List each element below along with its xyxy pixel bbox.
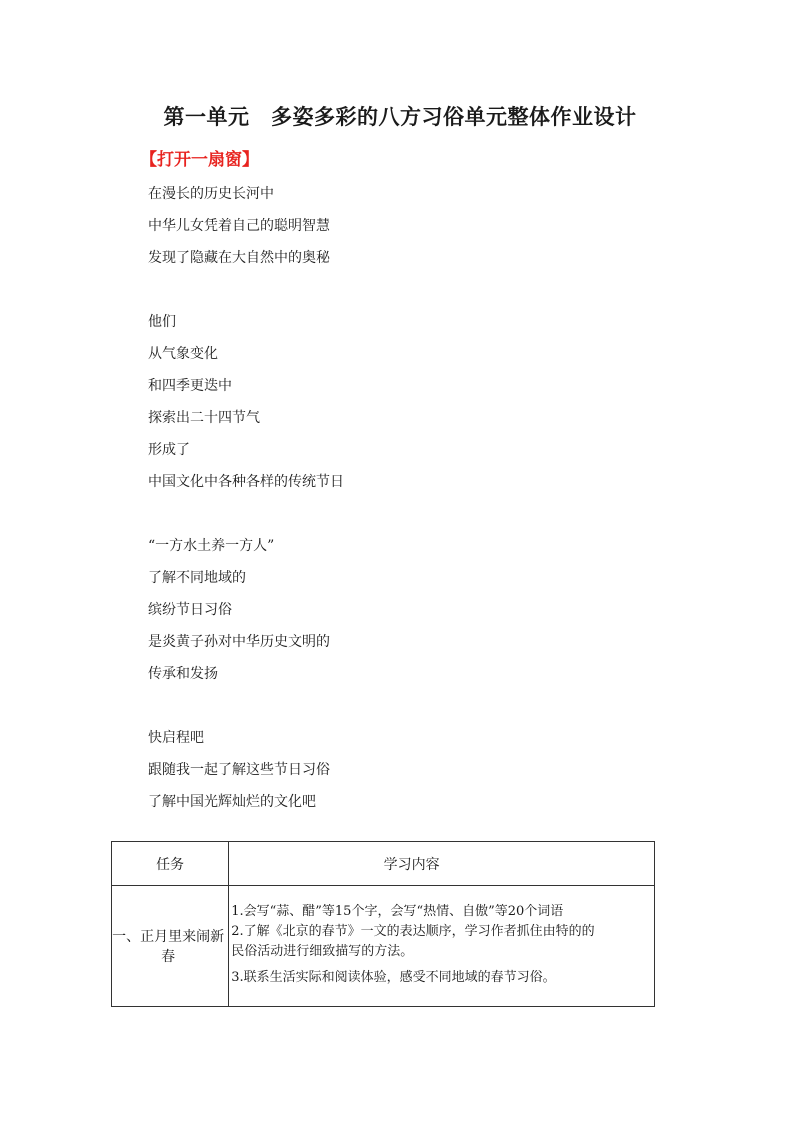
poem-line: 传承和发扬 [148, 666, 218, 682]
table-row [112, 886, 655, 1007]
stanza-gap [148, 695, 344, 727]
poem-line: 中国文化中各种各样的传统节日 [148, 474, 344, 490]
header-content: 学习内容 [229, 842, 655, 886]
section-heading: 【打开一扇窗】 [140, 150, 259, 170]
objective-line: 1.会写“蒜、醋”等15个字，会写“热情、自傲”等20个词语 [231, 904, 564, 919]
page-title: 第一单元 多姿多彩的八方习俗单元整体作业设计 [163, 105, 637, 129]
poem-line: 探索出二十四节气 [148, 410, 260, 426]
poem-line: 从气象变化 [148, 346, 218, 362]
table-header-row [112, 842, 655, 886]
poem-line: “一方水土养一方人” [148, 538, 275, 554]
header-task: 任务 [112, 842, 229, 886]
poem-line: 缤纷节日习俗 [148, 602, 232, 618]
poem-line: 了解不同地域的 [148, 570, 246, 586]
stanza-gap [148, 503, 344, 535]
poem-line: 了解中国光辉灿烂的文化吧 [148, 794, 316, 810]
stanza-gap [148, 279, 344, 311]
poem-line: 中华儿女凭着自己的聪明智慧 [148, 218, 330, 234]
poem [148, 183, 344, 823]
objective-line: 2.了解《北京的春节》一文的表达顺序，学习作者抓住由特的的 [231, 924, 595, 939]
task-name: 一、正月里来闹新春 [112, 886, 229, 1007]
poem-line: 发现了隐藏在大自然中的奥秘 [148, 250, 330, 266]
poem-line: 跟随我一起了解这些节日习俗 [148, 762, 330, 778]
poem-line: 他们 [148, 314, 176, 330]
poem-line: 和四季更迭中 [148, 378, 232, 394]
poem-line: 形成了 [148, 442, 190, 458]
task-objectives [229, 886, 655, 1007]
objective-line: 3.联系生活实际和阅读体验，感受不同地域的春节习俗。 [231, 970, 556, 985]
objective-line: 民俗活动进行细致描写的方法。 [231, 944, 414, 959]
poem-line: 在漫长的历史长河中 [148, 186, 274, 202]
task-table [111, 841, 655, 1007]
poem-line: 快启程吧 [148, 730, 204, 746]
poem-line: 是炎黄子孙对中华历史文明的 [148, 634, 330, 650]
